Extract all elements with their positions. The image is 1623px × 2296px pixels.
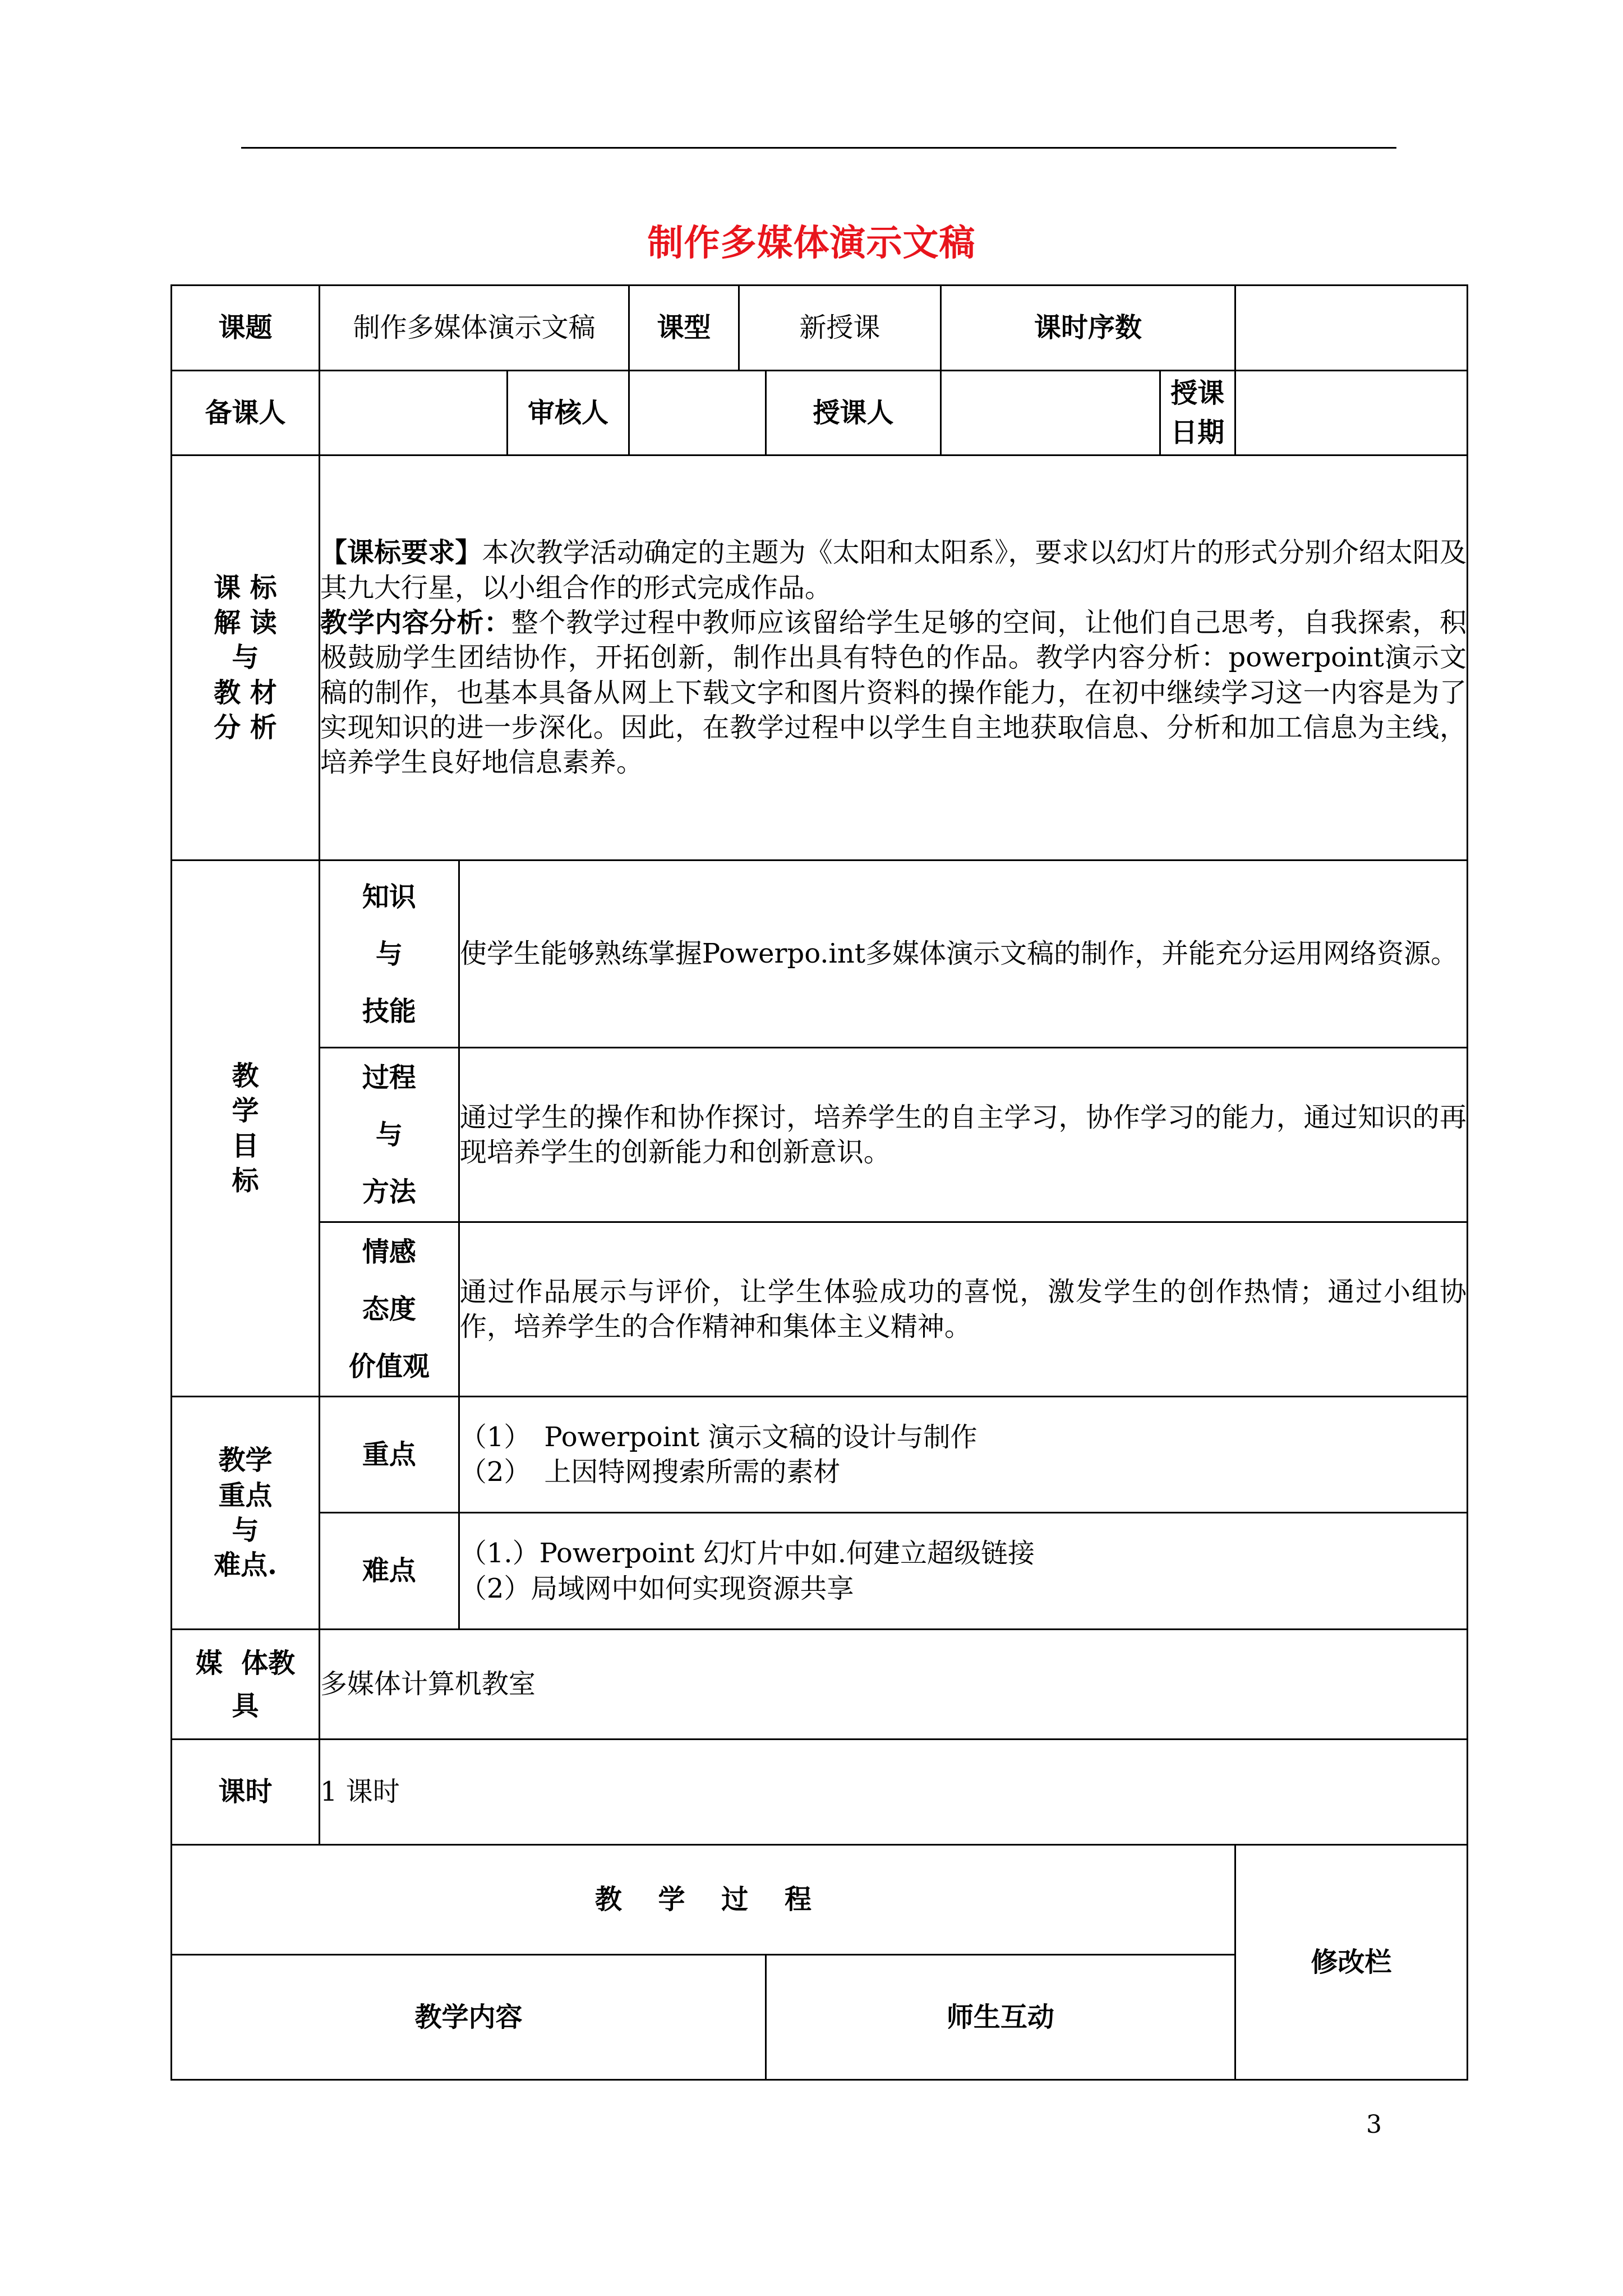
topic-label: 课题 [172,286,320,371]
difficulty-item-1: （1.）Powerpoint 幻灯片中如.何建立超级链接 [459,1538,1035,1570]
difficulty-item-2: （2）局域网中如何实现资源共享 [459,1572,854,1604]
teacher-student-interaction-label: 师生互动 [766,1955,1235,2080]
teacher-label: 授课人 [766,371,940,455]
row-analysis [172,455,1468,861]
date-value [1235,371,1467,455]
process-text: 通过学生的操作和协作探讨，培养学生的自主学习，协作学习的能力，通过知识的再现培养学生的创新能力和创新意识。 [459,1048,1467,1222]
focus-item-2: （2） 上因特网搜索所需的素材 [459,1456,841,1488]
focus-label: 重点 [319,1397,459,1513]
focus-item-1: （1） Powerpoint 演示文稿的设计与制作 [459,1421,978,1453]
topic-value: 制作多媒体演示文稿 [319,286,629,371]
media-label: 媒 体教 具 [172,1630,320,1740]
process-label: 过程 与 方法 [319,1048,459,1222]
knowledge-label: 知识 与 技能 [319,861,459,1048]
objectives-label: 教 学 目 标 [172,861,320,1397]
row-difficulty [172,1513,1468,1630]
hours-label: 课时 [172,1740,320,1845]
row-staff [172,371,1468,455]
type-label: 课型 [629,286,739,371]
preparer-value [319,371,507,455]
row-focus [172,1397,1468,1513]
content-analysis: 教学内容分析：整个教学过程中教师应该留给学生足够的空间，让他们自己思考，自我探索，积极鼓励学生团结协作，开拓创新，制作出具有特色的作品。教学内容分析：powerpoint演示文稿的制作，也基本具备从网上下载文字和图片资料的操作能力，在初中继续学习这一内容是为了实现知识的进一步深化。因此，在教学过程中以学生自主地获取信息、分析和加工信息为主线，培养学生良好地信息素养。 [320,606,1467,779]
lesson-plan-table [170,284,1468,2081]
row-objective-process [172,1048,1468,1222]
revision-column-label: 修改栏 [1235,1845,1467,2080]
analysis-label: 课 标 解 读 与 教 材 分 析 [172,455,320,861]
reviewer-value [629,371,766,455]
date-label: 授课 日期 [1160,371,1235,455]
reviewer-label: 审核人 [507,371,629,455]
type-value: 新授课 [739,286,940,371]
teaching-process-heading: 教 学 过 程 [172,1845,1235,1955]
header-rule [241,147,1396,149]
emotion-label: 情感 态度 价值观 [319,1222,459,1397]
sequence-label: 课时序数 [941,286,1235,371]
emotion-text: 通过作品展示与评价，让学生体验成功的喜悦，激发学生的创作热情；通过小组协作，培养学生的合作精神和集体主义精神。 [459,1222,1467,1397]
teaching-content-label: 教学内容 [172,1955,766,2080]
analysis-content [319,455,1467,861]
row-objective-knowledge [172,861,1468,1048]
page-number: 3 [1366,2110,1382,2139]
document-title: 制作多媒体演示文稿 [647,222,976,264]
focus-list [459,1397,1467,1513]
row-topic [172,286,1468,371]
row-media [172,1630,1468,1740]
key-points-label: 教学 重点 与 难点. [172,1397,320,1630]
difficulty-label: 难点 [319,1513,459,1630]
knowledge-text: 使学生能够熟练掌握Powerpo.int多媒体演示文稿的制作，并能充分运用网络资源。 [459,861,1467,1048]
media-value: 多媒体计算机教室 [319,1630,1467,1740]
curriculum-requirement: 【课标要求】本次教学活动确定的主题为《太阳和太阳系》，要求以幻灯片的形式分别介绍太阳及其九大行星，以小组合作的形式完成作品。 [320,537,1467,604]
row-hours [172,1740,1468,1845]
difficulty-list [459,1513,1467,1630]
hours-value: 1 课时 [319,1740,1467,1845]
sequence-value [1235,286,1467,371]
row-process-heading [172,1845,1468,1955]
row-objective-emotion [172,1222,1468,1397]
preparer-label: 备课人 [172,371,320,455]
teacher-value [941,371,1160,455]
